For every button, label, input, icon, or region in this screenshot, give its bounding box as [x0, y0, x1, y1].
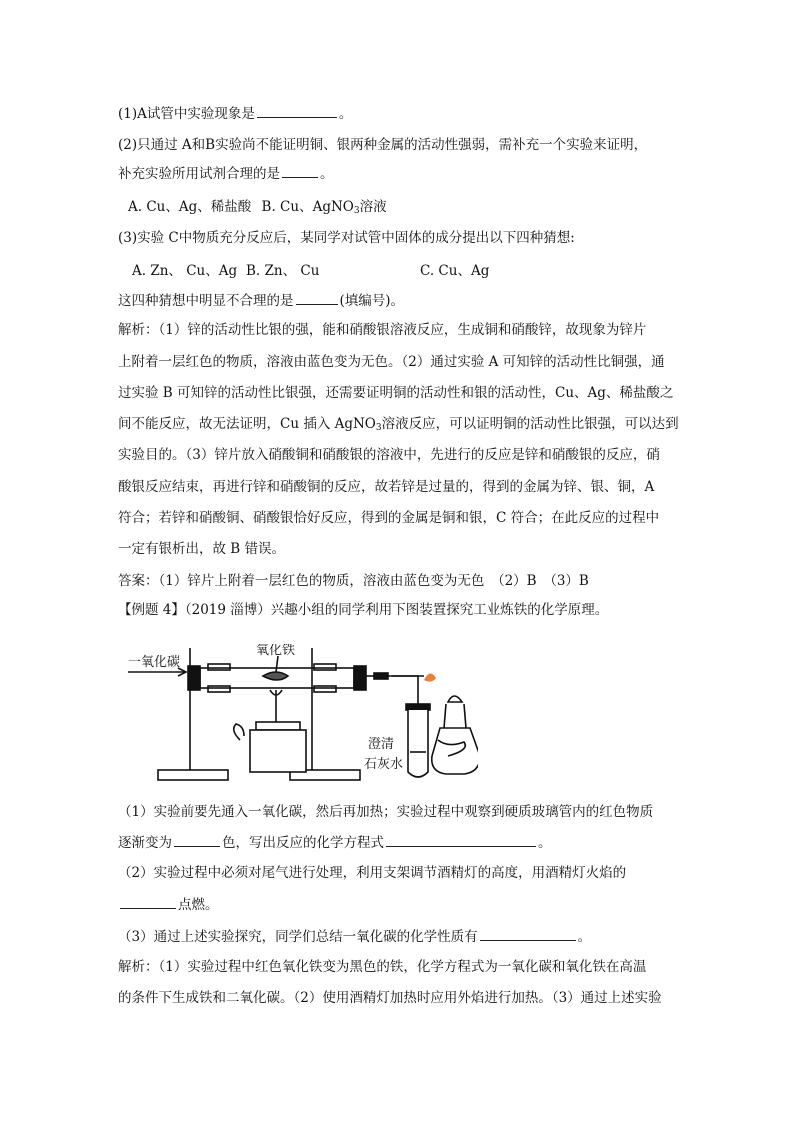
burner-valve [234, 724, 244, 740]
q2-options [128, 198, 387, 220]
answer-blank [120, 895, 176, 909]
analysis-1-line-8: 一定有银析出，故 B 错误。 [118, 541, 286, 557]
guess-a: A. Zn、 Cu、Ag [132, 263, 238, 279]
iron-oxide-label: 氧化铁 [256, 644, 296, 658]
q2-line-2: 补充实验所用试剂合理的是 。 [118, 166, 334, 182]
analysis-1-line-1: 解析：（1）锌的活动性比银的强，能和硝酸银溶液反应，生成铜和硝酸锌，故现象为锌片 [118, 322, 647, 338]
burner-neck [256, 722, 300, 730]
analysis-1-line-7: 符合；若锌和硝酸铜、硝酸银恰好反应，得到的金属是铜和银，C 符合；在此反应的过程中 [118, 510, 660, 526]
left-stopper [188, 666, 200, 690]
answer-blank [480, 927, 576, 941]
right-clamp-top [314, 664, 336, 670]
iron-smelting-apparatus-diagram [118, 644, 478, 784]
p2-line-1: （2）实验过程中必须对尾气进行处理，利用支架调节酒精灯的高度，用酒精灯火焰的 [118, 865, 627, 881]
left-stand-base [158, 770, 228, 780]
limewater-label-line-1: 澄清 [368, 737, 395, 752]
alcohol-lamp-wick-holder [448, 696, 462, 702]
analysis-1-line-4: 间不能反应，故无法证明，Cu 插入 AgNO$_3$溶液反应，可以证明铜的活动性比银强，可以达到 [118, 416, 679, 433]
limewater-label-line-2: 石灰水 [364, 757, 404, 772]
alcohol-lamp-support [444, 704, 466, 728]
analysis-1-line-2: 上附着一层红色的物质，溶液由蓝色变为无色。（2）通过实验 A 可知锌的活动性比铜强，通 [118, 354, 665, 370]
analysis-1-line-3: 过实验 B 可知锌的活动性比银强，还需要证明铜的活动性和银的活动性，Cu、Ag、稀盐酸之 [118, 385, 674, 401]
q3-option-b: B. Zn、 Cu [246, 263, 320, 279]
analysis-1-line-5: 实验目的。（3）锌片放入硝酸铜和硝酸银的溶液中，先进行的反应是锌和硝酸银的反应，硝 [118, 447, 660, 463]
answer-line: 答案：（1）锌片上附着一层红色的物质，溶液由蓝色变为无色 （2）B （3）B [118, 573, 589, 589]
answer-blank [386, 833, 536, 847]
answer-blank [174, 833, 220, 847]
iron-oxide-pointer [276, 656, 278, 672]
q1-line: (1)A试管中实验现象是 。 [118, 106, 353, 122]
limewater-test-tube [408, 710, 428, 777]
analysis-2-line-1: 解析：（1）实验过程中红色氧化铁变为黑色的铁，化学方程式为一氧化碳和氧化铁在高温 [118, 959, 647, 975]
q3b-line: 这四种猜想中明显不合理的是 (填编号)。 [118, 293, 405, 309]
right-stopper [354, 666, 366, 690]
left-clamp-top [208, 664, 230, 670]
q3-options [132, 262, 237, 280]
q3-option-c: C. Cu、Ag [420, 263, 490, 279]
tube-connector [374, 673, 388, 679]
p3-line: （3）通过上述实验探究，同学们总结一氧化碳的化学性质有 。 [118, 929, 592, 945]
alcohol-lamp-body [432, 728, 478, 774]
analysis-1-line-6: 酸银反应结束，再进行锌和硝酸铜的反应，故若锌是过量的，得到的金属为锌、银、铜，A [118, 479, 655, 495]
example-4-heading: 【例题 4】（2019 淄博）兴趣小组的同学利用下图装置探究工业炼铁的化学原理。 [118, 602, 609, 618]
flame-icon [424, 673, 436, 681]
analysis-2-line-2: 的条件下生成铁和二氧化碳。（2）使用酒精灯加热时应用外焰进行加热。（3）通过上述实验 [118, 990, 662, 1006]
answer-blank [257, 104, 337, 118]
option-b: B. Cu、AgNO$_3$溶液 [261, 199, 387, 216]
option-a: A. Cu、Ag、稀盐酸 [128, 199, 252, 215]
iron-oxide-sample [263, 672, 288, 680]
left-clamp-bottom [208, 686, 230, 692]
co-label: 一氧化碳 [128, 655, 181, 670]
test-tube-stopper [406, 704, 430, 710]
right-clamp-bottom [314, 686, 336, 692]
p1-line-1: （1）实验前要先通入一氧化碳，然后再加热；实验过程中观察到硬质玻璃管内的红色物质 [118, 804, 654, 820]
p2-line-2: 点燃。 [118, 895, 219, 914]
answer-blank [282, 164, 318, 178]
p1-line-2: 逐渐变为 色，写出反应的化学方程式 。 [118, 835, 552, 851]
burner-body [250, 730, 306, 772]
q3-line: (3)实验 C中物质充分反应后，某同学对试管中固体的成分提出以下四种猜想: [118, 230, 575, 246]
q2-line-1: (2)只通过 A和B实验尚不能证明铜、银两种金属的活动性强弱，需补充一个实验来证明， [118, 137, 648, 153]
answer-blank [296, 291, 338, 305]
